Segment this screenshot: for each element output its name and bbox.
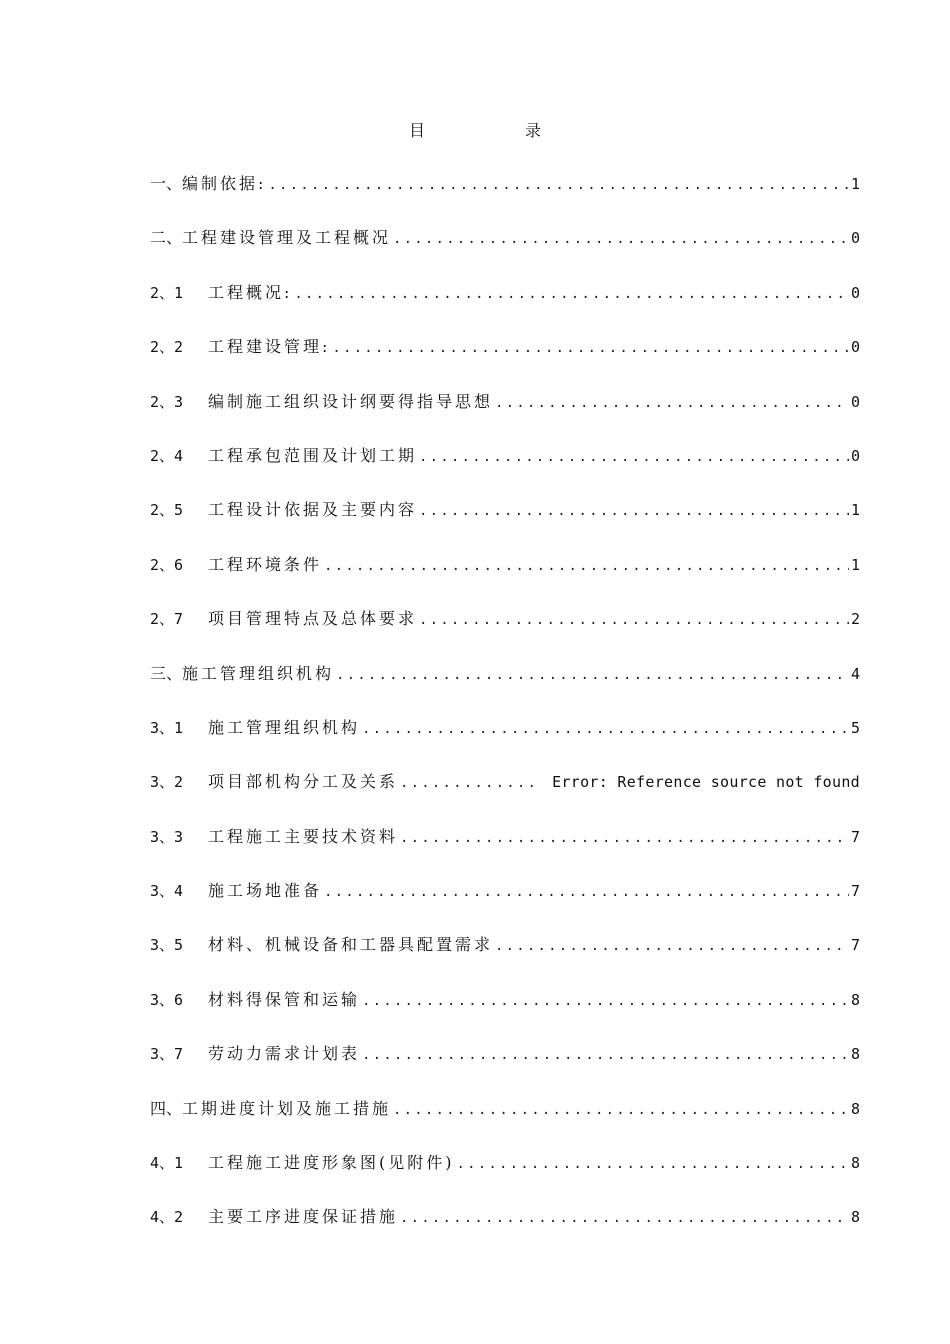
toc-entry-number: 3、5 bbox=[150, 936, 184, 955]
toc-dot-leader bbox=[324, 876, 849, 908]
toc-entry-title: 主要工序进度保证措施 bbox=[208, 1207, 399, 1227]
toc-entry[interactable] bbox=[150, 766, 860, 820]
toc-entry-number: 2、1 bbox=[150, 283, 184, 302]
toc-entry-page: 0 bbox=[850, 392, 860, 411]
toc-entry-title: 工程环境条件 bbox=[208, 554, 323, 574]
toc-entry-page: 7 bbox=[850, 882, 860, 901]
toc-title-right: 录 bbox=[525, 121, 542, 140]
toc-entry-title: 工程施工主要技术资料 bbox=[208, 826, 399, 846]
toc-entry[interactable] bbox=[150, 168, 860, 222]
toc-entry-page: 8 bbox=[850, 1154, 860, 1173]
toc-entry-number: 2、7 bbox=[150, 610, 184, 629]
toc-entry-number: 3、2 bbox=[150, 773, 184, 792]
toc-entry[interactable] bbox=[150, 821, 860, 875]
toc-entry[interactable] bbox=[150, 929, 860, 983]
toc-entry-number: 3、6 bbox=[150, 990, 184, 1009]
toc-dot-leader bbox=[268, 169, 849, 201]
toc-dot-leader bbox=[419, 604, 849, 636]
toc-entry[interactable] bbox=[150, 1093, 860, 1147]
toc-entry-page: 2 bbox=[850, 610, 860, 629]
toc-dot-leader bbox=[336, 659, 849, 691]
toc-entry-title: 编制依据: bbox=[182, 174, 267, 193]
toc-entry[interactable] bbox=[150, 1201, 860, 1255]
toc-dot-leader bbox=[400, 767, 540, 799]
toc-entry-title: 劳动力需求计划表 bbox=[208, 1044, 361, 1064]
toc-entry-title: 工程概况: bbox=[208, 282, 293, 302]
toc-entry-number: 2、6 bbox=[150, 555, 184, 574]
toc-entry-page: 8 bbox=[850, 1099, 860, 1118]
toc-entry-page: 1 bbox=[850, 555, 860, 574]
toc-entry-page: 8 bbox=[850, 990, 860, 1009]
toc-entry-number: 3、3 bbox=[150, 827, 184, 846]
toc-entry-number: 3、7 bbox=[150, 1045, 184, 1064]
toc-entry-number: 一、 bbox=[150, 174, 183, 193]
toc-entry-page: 4 bbox=[850, 664, 860, 683]
toc-entry-title: 工程建设管理及工程概况 bbox=[182, 228, 392, 248]
toc-entry[interactable] bbox=[150, 386, 860, 440]
toc-entry-title: 施工管理组织机构 bbox=[208, 717, 361, 737]
toc-entry-number: 2、2 bbox=[150, 338, 184, 357]
toc-dot-leader bbox=[419, 495, 849, 527]
toc-entry-number: 2、3 bbox=[150, 392, 184, 411]
toc-dot-leader bbox=[362, 1039, 849, 1071]
toc-dot-leader bbox=[457, 1148, 849, 1180]
toc-entry[interactable] bbox=[150, 277, 860, 331]
toc-entry[interactable] bbox=[150, 658, 860, 712]
toc-entry-title: 工程设计依据及主要内容 bbox=[208, 500, 418, 520]
toc-entry[interactable] bbox=[150, 549, 860, 603]
toc-entry-page: 1 bbox=[850, 175, 860, 193]
toc-entry-page: 0 bbox=[850, 283, 860, 302]
toc-entry[interactable] bbox=[150, 712, 860, 766]
toc-entry[interactable] bbox=[150, 603, 860, 657]
toc-entry-title: 工程承包范围及计划工期 bbox=[208, 445, 418, 465]
toc-title bbox=[0, 118, 950, 141]
toc-entry[interactable] bbox=[150, 494, 860, 548]
toc-entry-page: 5 bbox=[850, 718, 860, 737]
toc-entry-title: 编制施工组织设计纲要得指导思想 bbox=[208, 391, 494, 411]
toc-entry-page: 0 bbox=[850, 229, 860, 248]
toc-entry-title: 施工场地准备 bbox=[208, 881, 323, 901]
toc-entry[interactable] bbox=[150, 984, 860, 1038]
toc-entry-title: 工程建设管理: bbox=[208, 337, 331, 357]
toc-dot-leader bbox=[400, 822, 849, 854]
toc-entry-title: 材料、机械设备和工器具配置需求 bbox=[208, 935, 494, 955]
toc-entry-number: 2、5 bbox=[150, 501, 184, 520]
toc-entry-number: 二、 bbox=[150, 228, 183, 248]
toc-entry-title: 项目管理特点及总体要求 bbox=[208, 609, 418, 629]
toc-entry[interactable] bbox=[150, 331, 860, 385]
toc-dot-leader bbox=[332, 332, 849, 364]
toc-entry-page: Error: Reference source not found bbox=[552, 773, 860, 792]
toc-entry-title: 工程施工进度形象图(见附件) bbox=[208, 1153, 455, 1173]
toc-dot-leader bbox=[400, 1202, 849, 1234]
toc-dot-leader bbox=[393, 223, 849, 255]
toc-entry-page: 7 bbox=[850, 827, 860, 846]
toc-entry-number: 4、1 bbox=[150, 1154, 184, 1173]
toc-title-left: 目 bbox=[408, 121, 425, 140]
toc-dot-leader bbox=[393, 1094, 849, 1126]
toc-dot-leader bbox=[419, 441, 849, 473]
toc-entry-title: 材料得保管和运输 bbox=[208, 989, 361, 1009]
toc-entry-page: 0 bbox=[850, 338, 860, 357]
toc-entry-number: 四、 bbox=[150, 1098, 183, 1118]
toc-entry-page: 0 bbox=[850, 446, 860, 465]
toc-dot-leader bbox=[294, 278, 849, 310]
toc-entry[interactable] bbox=[150, 222, 860, 276]
toc-dot-leader bbox=[362, 713, 849, 745]
toc-entry-number: 2、4 bbox=[150, 446, 184, 465]
toc-dot-leader bbox=[362, 985, 849, 1017]
toc-list bbox=[150, 168, 860, 1256]
toc-entry-page: 8 bbox=[850, 1045, 860, 1064]
toc-entry-page: 8 bbox=[850, 1208, 860, 1227]
toc-entry[interactable] bbox=[150, 1038, 860, 1092]
toc-entry-number: 3、4 bbox=[150, 882, 184, 901]
toc-entry[interactable] bbox=[150, 1147, 860, 1201]
toc-entry-title: 施工管理组织机构 bbox=[182, 663, 335, 683]
toc-entry-number: 3、1 bbox=[150, 718, 184, 737]
toc-dot-leader bbox=[495, 387, 849, 419]
toc-entry[interactable] bbox=[150, 875, 860, 929]
toc-dot-leader bbox=[324, 550, 849, 582]
toc-entry-page: 1 bbox=[850, 501, 860, 520]
toc-entry[interactable] bbox=[150, 440, 860, 494]
toc-dot-leader bbox=[495, 930, 849, 962]
toc-entry-number: 4、2 bbox=[150, 1208, 184, 1227]
toc-entry-page: 7 bbox=[850, 936, 860, 955]
toc-entry-number: 三、 bbox=[150, 663, 183, 683]
toc-entry-title: 项目部机构分工及关系 bbox=[208, 772, 399, 792]
toc-entry-title: 工期进度计划及施工措施 bbox=[182, 1098, 392, 1118]
